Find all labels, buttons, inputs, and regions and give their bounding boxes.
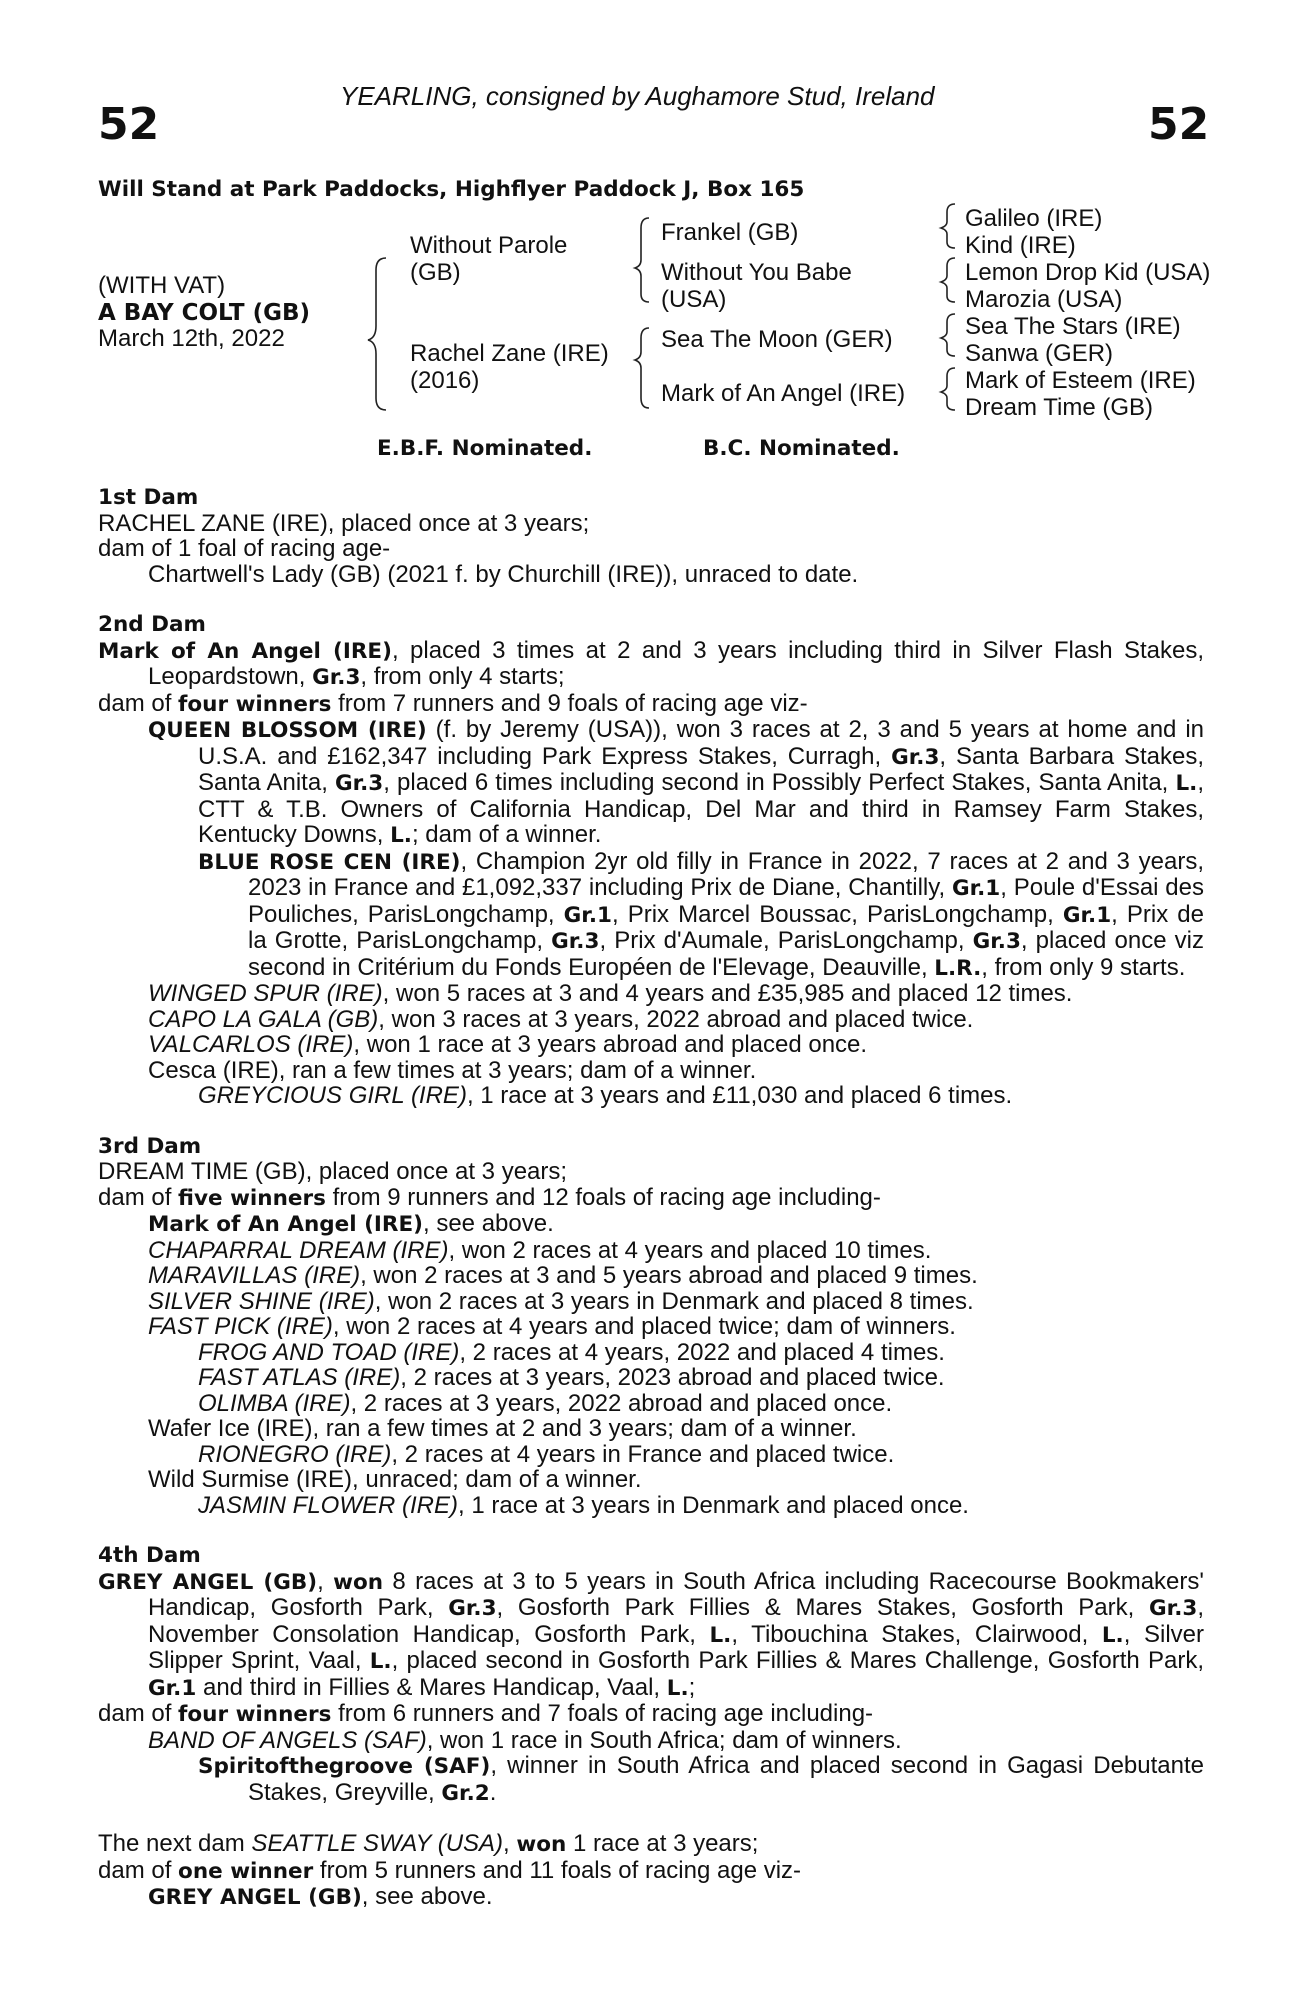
runner-text: , 2 races at 3 years, 2022 abroad and placed once. [350, 1389, 893, 1417]
horse-name: A BAY COLT (GB) [98, 300, 311, 326]
pedigree-dam-sire: Sea The Moon (GER) [661, 326, 893, 353]
queen-blossom-entry [98, 717, 1204, 849]
produce-text: from 6 runners and 7 foals of racing age including- [331, 1700, 874, 1727]
pedigree-ddd: Dream Time (GB) [965, 394, 1154, 421]
fourth-dam-name: GREY ANGEL (GB) [98, 1569, 318, 1595]
pedigree-dsd: Sanwa (GER) [965, 340, 1114, 367]
listed-badge: L. [1175, 771, 1198, 796]
runner-text: , won 1 race at 3 years abroad and placed once. [353, 1031, 868, 1058]
grade-badge: Gr.3 [891, 744, 940, 770]
grade-badge: Gr.3 [1149, 1596, 1198, 1621]
produce-text: from 9 runners and 12 foals of racing age including- [325, 1183, 881, 1211]
runner-text: , won 2 races at 3 years in Denmark and placed 8 times. [374, 1287, 974, 1315]
won-label: won [333, 1569, 384, 1595]
runner-text: , Prix de la Grotte, ParisLongchamp, [248, 900, 1204, 954]
winners-count: five winners [178, 1185, 326, 1211]
frog-and-toad-entry [98, 1340, 1204, 1366]
listed-badge: L. [369, 1649, 392, 1674]
cesca-entry: Cesca (IRE), ran a few times at 3 years; dam of a winner. [148, 1056, 757, 1084]
record-text: , Gosforth Park Fillies & Mares Stakes, Gosforth Park, [496, 1594, 1150, 1621]
listed-badge: L. [1101, 1622, 1124, 1648]
chaparral-dream-entry [98, 1238, 1204, 1264]
runner-name: CAPO LA GALA (GB) [148, 1005, 379, 1033]
runner-name: GREY ANGEL (GB) [148, 1885, 362, 1910]
produce-text: dam of [98, 1700, 179, 1727]
third-dam-produce-intro [98, 1185, 1204, 1212]
runner-text: , Santa Barbara Stakes, Santa Anita, [198, 742, 1205, 796]
runner-name: VALCARLOS (IRE) [148, 1031, 354, 1058]
record-text: , placed second in Gosforth Park Fillies & Mares Challenge, Gosforth Park, [391, 1647, 1204, 1674]
runner-name: CHAPARRAL DREAM (IRE) [148, 1236, 449, 1264]
record-text: , Silver Slipper Sprint, Vaal, [148, 1620, 1204, 1674]
capo-la-gala-entry [98, 1007, 1204, 1033]
produce-text: from 7 runners and 9 foals of racing age viz- [331, 689, 808, 717]
winners-count: four winners [178, 1702, 332, 1727]
grade-badge: Gr.1 [951, 876, 1001, 901]
runner-name: JASMIN FLOWER (IRE) [198, 1491, 459, 1519]
ebf-nomination: E.B.F. Nominated. [377, 436, 593, 461]
spiritofthegroove-entry [98, 1753, 1204, 1806]
sire-dam-line2: (USA) [661, 286, 727, 313]
first-dam-foal: Chartwell's Lady (GB) (2021 f. by Churchill (IRE)), unraced to date. [148, 560, 859, 588]
vat-note: (WITH VAT) [98, 272, 226, 299]
runner-text: , placed 6 times including second in Possibly Perfect Stakes, Santa Anita, [383, 769, 1176, 796]
next-dam-name: SEATTLE SWAY (USA) [251, 1830, 504, 1857]
next-dam-text: 1 race at 3 years; [566, 1830, 759, 1857]
next-dam-produce-intro [98, 1858, 1204, 1885]
runner-text: , 2 races at 4 years, 2022 and placed 4 times. [459, 1338, 945, 1366]
runner-name: SILVER SHINE (IRE) [148, 1287, 375, 1315]
runner-text: , 1 race at 3 years and £11,030 and placed 6 times. [466, 1082, 1013, 1109]
runner-text: , won 1 race in South Africa; dam of winners. [426, 1726, 902, 1754]
runner-name: Spiritofthegroove (SAF) [198, 1754, 491, 1779]
record-text: ; [688, 1673, 696, 1701]
sire-name-line2: (GB) [410, 259, 461, 286]
runner-text: , won 3 races at 3 years, 2022 abroad and placed twice. [378, 1005, 974, 1033]
silver-shine-entry [98, 1289, 1204, 1315]
pedigree-sire-sire: Frankel (GB) [661, 219, 799, 246]
second-dam-section [98, 612, 1204, 1109]
grade-badge: Gr.3 [312, 665, 361, 690]
mark-of-an-angel-entry [98, 1211, 1204, 1238]
runner-text: , from only 9 starts. [981, 953, 1186, 981]
runner-name: QUEEN BLOSSOM (IRE) [148, 718, 427, 743]
next-dam-section [98, 1831, 1204, 1911]
runner-name: FAST PICK (IRE) [148, 1313, 333, 1340]
first-dam-line: RACHEL ZANE (IRE), placed once at 3 years; [98, 509, 590, 537]
record-text: and third in Fillies & Mares Handicap, Vaal, [196, 1673, 667, 1701]
grade-badge: Gr.3 [334, 771, 384, 796]
next-dam-text: , [503, 1830, 517, 1857]
next-dam-text: The next dam [98, 1830, 252, 1857]
wafer-ice-entry: Wafer Ice (IRE), ran a few times at 2 and 3 years; dam of a winner. [148, 1415, 857, 1442]
runner-text: , placed once viz second in Critérium du Fonds Européen de l'Elevage, Deauville, [248, 927, 1204, 981]
runner-name: RIONEGRO (IRE) [198, 1440, 392, 1468]
runner-text: . [489, 1778, 497, 1806]
bc-nomination: B.C. Nominated. [703, 436, 900, 461]
runner-text: , CTT & T.B. Owners of California Handicap, Del Mar and third in Ramsey Farm Stakes, Kentucky Downs, [198, 769, 1204, 848]
grade-badge: Gr.1 [148, 1675, 197, 1701]
runner-text: ; dam of a winner. [411, 821, 602, 848]
grade-badge: Gr.3 [972, 929, 1021, 954]
first-dam-section [98, 485, 1204, 587]
olimba-entry [98, 1391, 1204, 1417]
record-text: 8 races at 3 to 5 years in South Africa including Racecourse Bookmakers' Handicap, Gosforth Park, [148, 1567, 1204, 1621]
second-dam-name: Mark of An Angel (IRE) [98, 638, 392, 664]
runner-name: MARAVILLAS (IRE) [148, 1262, 361, 1289]
runner-text: , won 2 races at 4 years and placed 10 times. [448, 1236, 932, 1264]
sire-dam-line1: Without You Babe [661, 259, 852, 286]
horse-dob: March 12th, 2022 [98, 325, 285, 352]
pedigree-sss: Galileo (IRE) [965, 205, 1103, 232]
third-dam-line: DREAM TIME (GB), placed once at 3 years; [98, 1158, 568, 1185]
maravillas-entry [98, 1263, 1204, 1289]
listed-badge: L.R. [934, 955, 982, 981]
pedigree-sdd: Marozia (USA) [965, 286, 1123, 313]
runner-name: FROG AND TOAD (IRE) [198, 1338, 460, 1366]
catalogue-body [98, 485, 1204, 1911]
runner-text: , won 5 races at 3 and 4 years and £35,985 and placed 12 times. [382, 980, 1073, 1007]
lot-number-right: 52 [1148, 99, 1210, 150]
produce-text: dam of [98, 689, 179, 717]
runner-name: BLUE ROSE CEN (IRE) [198, 849, 461, 875]
pedigree-braces [0, 0, 1314, 420]
record-text: , November Consolation Handicap, Gosforth Park, [148, 1594, 1204, 1648]
fourth-dam-heading: 4th Dam [98, 1543, 201, 1568]
wild-surmise-entry: Wild Surmise (IRE), unraced; dam of a winner. [148, 1466, 642, 1493]
runner-name: Mark of An Angel (IRE) [148, 1212, 423, 1237]
runner-text: , Prix Marcel Boussac, ParisLongchamp, [611, 900, 1063, 928]
produce-text: from 5 runners and 11 foals of racing age viz- [313, 1856, 802, 1884]
fourth-dam-produce-intro [98, 1701, 1204, 1728]
pedigree-dam-dam: Mark of An Angel (IRE) [661, 380, 906, 407]
fourth-dam-section [98, 1543, 1204, 1806]
runner-text: (f. by Jeremy (USA)), won 3 races at 2, 3 and 5 years at home and in U.S.A. and £162,347 including Park Express Stakes, Curragh, [198, 716, 1204, 770]
runner-text: , see above. [423, 1210, 554, 1237]
runner-name: OLIMBA (IRE) [198, 1389, 351, 1417]
pedigree-sds: Lemon Drop Kid (USA) [965, 259, 1211, 286]
pedigree-sire [410, 232, 567, 286]
location-line: Will Stand at Park Paddocks, Highflyer Paddock J, Box 165 [98, 177, 805, 202]
valcarlos-entry [98, 1032, 1204, 1058]
listed-badge: L. [709, 1622, 732, 1648]
grade-badge: Gr.3 [551, 929, 600, 954]
band-of-angels-entry [98, 1728, 1204, 1754]
grade-badge: Gr.1 [1062, 902, 1112, 928]
runner-text: , 2 races at 4 years in France and placed twice. [391, 1440, 895, 1468]
runner-text: , Prix d'Aumale, ParisLongchamp, [599, 927, 973, 954]
jasmin-flower-entry [98, 1493, 1204, 1519]
third-dam-heading: 3rd Dam [98, 1133, 202, 1159]
won-label: won [516, 1832, 567, 1857]
runner-text: , 2 races at 3 years, 2023 abroad and placed twice. [400, 1364, 945, 1391]
fourth-dam-record: GREY ANGEL (GB), won 8 races at 3 to 5 years in South Africa including Racecourse Bookmakers' Handicap, Gosforth Park, Gr.3, Gosforth Park Fillies & Mares Stakes, Gosforth Park, Gr.3, November Consolation Handicap, Gosforth Park, L., Tibouchina Stakes, Clairwood, L., Silver Slipper Sprint, Vaal, L., placed second in Gosforth Park Fillies & Mares Challenge, Gosforth Park, Gr.1 and third in Fillies & Mares Handicap, Vaal, L.; [98, 1567, 1204, 1701]
dam-name-line1: Rachel Zane (IRE) [410, 340, 609, 367]
sire-name-line1: Without Parole [410, 232, 568, 259]
third-dam-section [98, 1134, 1204, 1519]
runner-text: , winner in South Africa and placed second in Gagasi Debutante Stakes, Greyville, [248, 1752, 1204, 1806]
fast-atlas-entry [98, 1365, 1204, 1391]
blue-rose-cen-entry [98, 849, 1204, 982]
listed-badge: L. [666, 1675, 689, 1701]
second-dam-record [98, 638, 1204, 691]
pedigree-dam [410, 340, 609, 394]
runner-name: GREYCIOUS GIRL (IRE) [198, 1082, 467, 1109]
produce-text: dam of [98, 1183, 179, 1211]
listed-badge: L. [390, 823, 412, 848]
next-dam-line [98, 1831, 1204, 1858]
runner-name: WINGED SPUR (IRE) [148, 980, 383, 1007]
second-dam-heading: 2nd Dam [98, 612, 206, 637]
dam-name-line2: (2016) [410, 367, 480, 394]
rionegro-entry [98, 1442, 1204, 1468]
pedigree-sire-dam [661, 259, 852, 313]
grade-badge: Gr.1 [563, 902, 612, 928]
grade-badge: Gr.3 [448, 1596, 497, 1621]
runner-text: , Poule d'Essai des Pouliches, ParisLongchamp, [248, 874, 1204, 928]
winners-count: one winner [178, 1858, 314, 1884]
fast-pick-entry [98, 1314, 1204, 1340]
pedigree-dss: Sea The Stars (IRE) [965, 313, 1181, 340]
winners-count: four winners [178, 691, 332, 717]
runner-text: , won 2 races at 4 years and placed twice; dam of winners. [332, 1313, 956, 1340]
second-dam-produce-intro [98, 691, 1204, 718]
second-dam-text: , placed 3 times at 2 and 3 years including third in Silver Flash Stakes, Leopardstown, [148, 636, 1204, 690]
pedigree-ssd: Kind (IRE) [965, 232, 1076, 259]
second-dam-text: , from only 4 starts; [360, 663, 565, 690]
grade-badge: Gr.2 [441, 1780, 490, 1806]
greycious-girl-entry [98, 1083, 1204, 1109]
winged-spur-entry [98, 981, 1204, 1007]
grey-angel-entry [98, 1884, 1204, 1911]
pedigree-dds: Mark of Esteem (IRE) [965, 367, 1196, 394]
first-dam-produce-intro: dam of 1 foal of racing age- [98, 535, 391, 562]
runner-text: , Champion 2yr old filly in France in 2022, 7 races at 2 and 3 years, 2023 in France and £1,092,337 including Prix de Diane, Chantilly, [248, 847, 1205, 901]
runner-name: FAST ATLAS (IRE) [198, 1364, 401, 1391]
runner-text: , won 2 races at 3 and 5 years abroad and placed 9 times. [360, 1262, 978, 1289]
runner-text: , 1 race at 3 years in Denmark and placed once. [458, 1491, 969, 1519]
first-dam-heading: 1st Dam [98, 485, 199, 510]
consignment-line: YEARLING, consigned by Aughamore Stud, Ireland [340, 81, 935, 111]
runner-text: , see above. [361, 1883, 493, 1910]
record-text: , Tibouchina Stakes, Clairwood, [731, 1620, 1102, 1648]
lot-number-left: 52 [98, 99, 160, 150]
runner-name: BAND OF ANGELS (SAF) [148, 1726, 427, 1754]
produce-text: dam of [98, 1856, 179, 1884]
